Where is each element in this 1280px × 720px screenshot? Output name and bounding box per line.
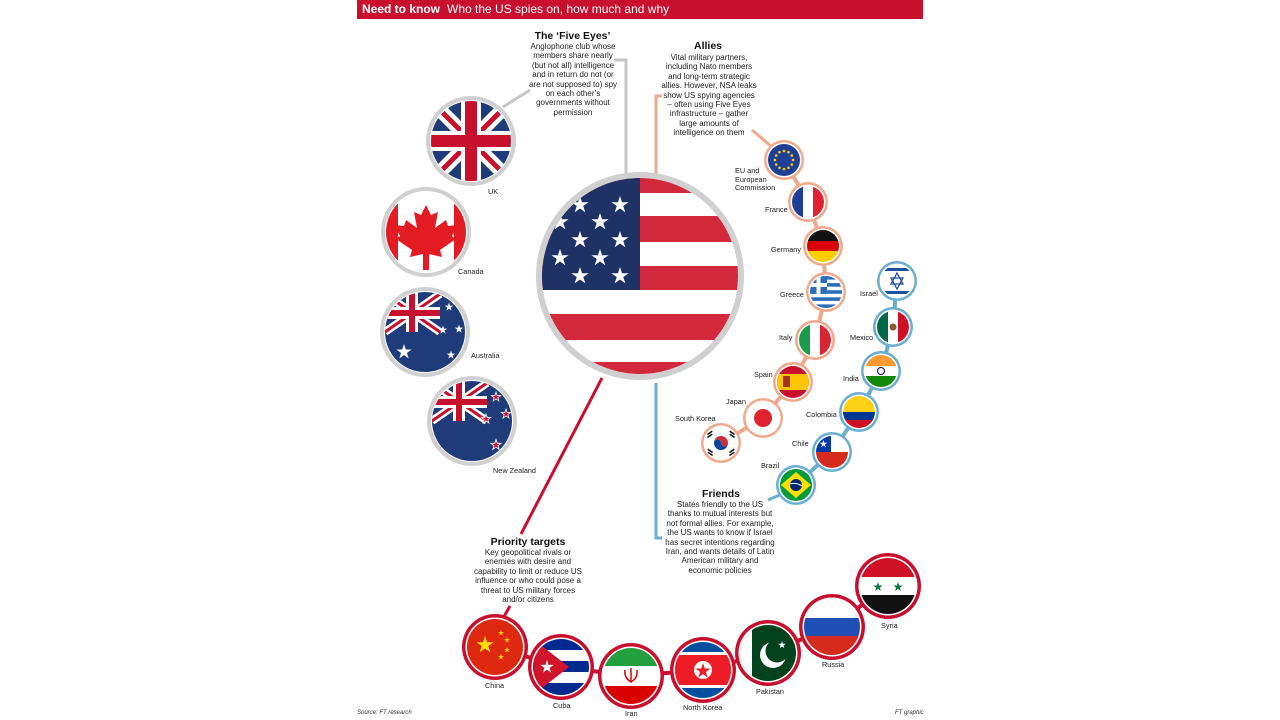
- label-italy: Italy: [779, 333, 793, 342]
- label-new-zealand: New Zealand: [493, 466, 536, 475]
- ft-graphic-credit: FT graphic: [895, 710, 924, 716]
- label-uk: UK: [488, 187, 499, 196]
- label-australia: Australia: [471, 351, 500, 360]
- south-korea-flag: [701, 423, 741, 463]
- label-syria: Syria: [881, 621, 898, 630]
- france-flag: [788, 182, 828, 222]
- new-zealand-flag: [427, 376, 517, 466]
- label-russia: Russia: [822, 660, 845, 669]
- colombia-flag: [839, 392, 879, 432]
- friends-title: Friends: [702, 488, 740, 500]
- china-flag: [462, 614, 528, 680]
- australia-flag: [380, 287, 470, 377]
- cuba-flag: [528, 634, 594, 700]
- iran-flag: [598, 643, 664, 709]
- label-spain: Spain: [754, 370, 773, 379]
- mexico-flag: [873, 307, 913, 347]
- spain-flag: [773, 362, 813, 402]
- allies-description: Vital military partners, including Nato members and long-term strategic allies. However, NSA leaks show US spying agencies – often using Five Eyes infrastructure – gather large amounts of intelligence on them: [661, 53, 757, 138]
- priority-targets-description: Key geopolitical rivals or enemies with desire and capability to limit or reduce US influence or who could pose a threat to US military forces and/or citizens: [473, 548, 583, 605]
- syria-flag: [855, 553, 921, 619]
- greece-flag: [806, 272, 846, 312]
- label-france: France: [765, 205, 788, 214]
- russia-flag: [799, 594, 865, 660]
- label-canada: Canada: [458, 267, 484, 276]
- usa-flag: [536, 172, 744, 380]
- five-eyes-connector-left: [503, 90, 530, 107]
- label-greece: Greece: [780, 290, 804, 299]
- uk-flag: [426, 96, 516, 186]
- brazil-flag: [776, 465, 816, 505]
- header-bold-title: Need to know: [362, 2, 441, 16]
- chile-flag: [812, 432, 852, 472]
- label-brazil: Brazil: [761, 461, 780, 470]
- label-colombia: Colombia: [806, 410, 837, 419]
- friends-connector: [656, 383, 662, 538]
- label-israel: Israel: [860, 289, 878, 298]
- pakistan-flag: [735, 620, 801, 686]
- japan-flag: [743, 398, 783, 438]
- israel-flag: [877, 261, 917, 301]
- label-iran: Iran: [625, 709, 638, 718]
- germany-flag: [803, 226, 843, 266]
- priority-targets-title: Priority targets: [490, 536, 566, 548]
- label-north-korea: North Korea: [683, 703, 723, 712]
- label-japan: Japan: [726, 397, 746, 406]
- label-south-korea: South Korea: [675, 414, 716, 423]
- india-flag: [861, 351, 901, 391]
- label-china: China: [485, 681, 505, 690]
- five-eyes-title: The ‘Five Eyes’: [534, 30, 611, 42]
- label-germany: Germany: [771, 245, 802, 254]
- label-india: India: [843, 374, 859, 383]
- priority-connector: [521, 378, 602, 534]
- allies-title: Allies: [693, 40, 722, 52]
- label-eu: EU and European Commission: [735, 166, 776, 193]
- header-subtitle: Who the US spies on, how much and why: [447, 2, 670, 16]
- label-chile: Chile: [792, 439, 809, 448]
- label-mexico: Mexico: [850, 333, 874, 342]
- italy-flag: [795, 320, 835, 360]
- source-note: Source: FT research: [357, 710, 412, 716]
- five-eyes-description: Anglophone club whose members share nearly (but not all) intelligence and in return do not (or are not supposed to) spy on each other’s governments without permission: [528, 42, 618, 117]
- label-cuba: Cuba: [553, 701, 571, 710]
- north-korea-flag: [670, 637, 736, 703]
- friends-description: States friendly to the US thanks to mutual interests but not formal allies. For example, the US wants to know if Israel has secret intentions regarding Iran, and wants details of Latin American military and economic policies: [665, 500, 775, 575]
- label-pakistan: Pakistan: [756, 687, 784, 696]
- canada-flag: [381, 187, 471, 277]
